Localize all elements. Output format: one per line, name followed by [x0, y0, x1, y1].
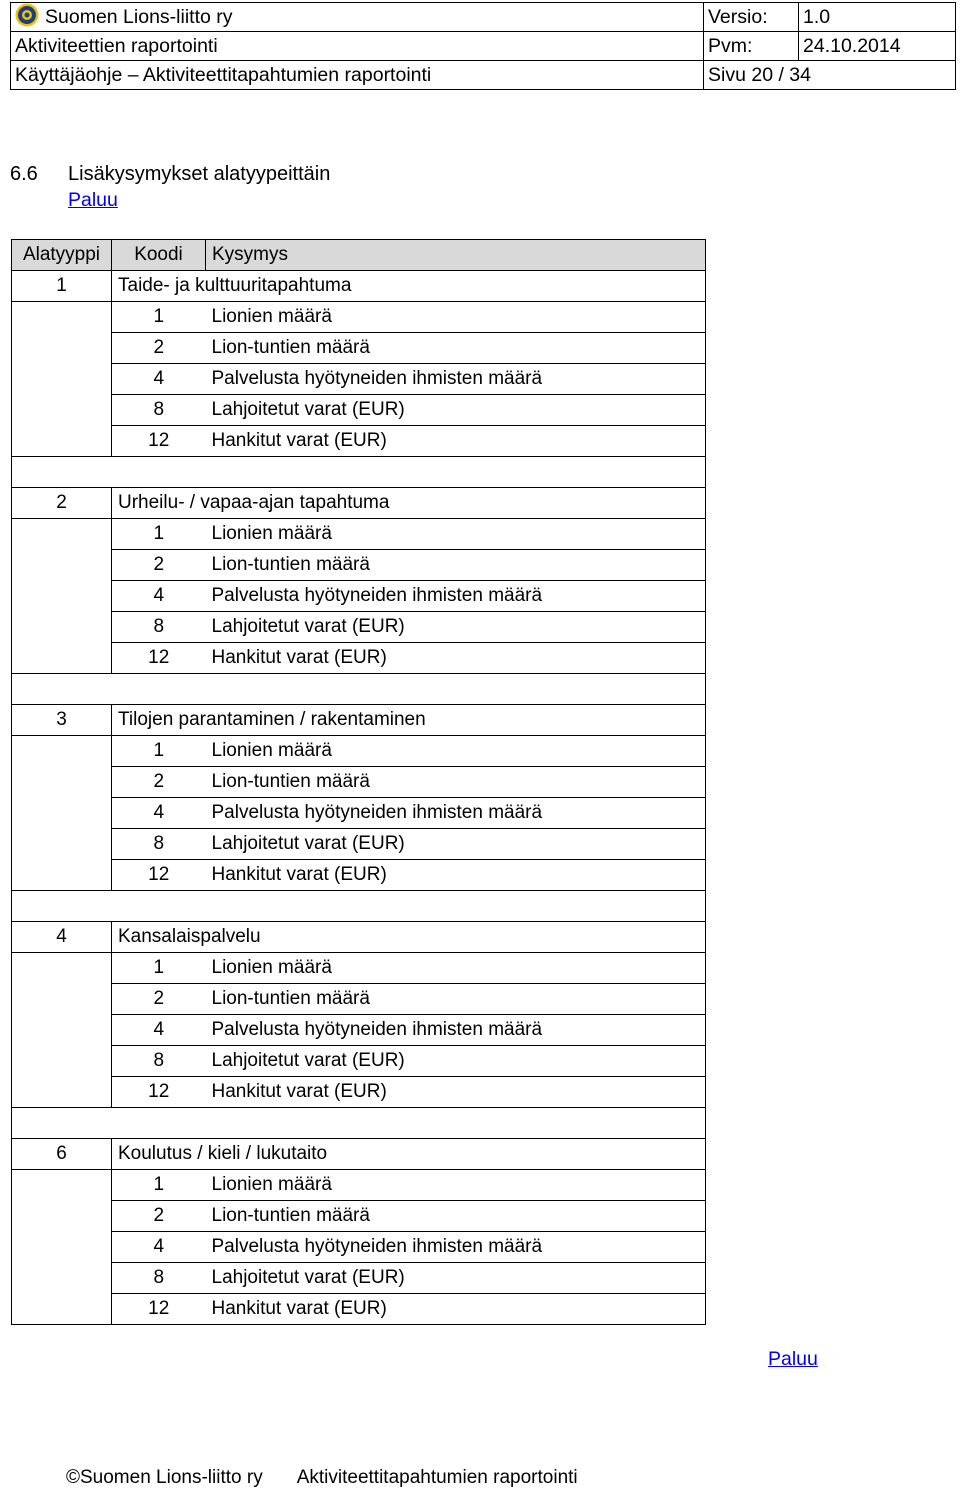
header-org-cell — [11, 3, 704, 32]
empty-subtype-cell — [12, 829, 112, 860]
question-cell: Hankitut varat (EUR) — [206, 1294, 706, 1325]
header-doc-title: Aktiviteettien raportointi — [11, 32, 704, 61]
separator-cell — [12, 457, 706, 488]
question-cell: Palvelusta hyötyneiden ihmisten määrä — [206, 581, 706, 612]
table-row — [12, 1294, 706, 1325]
subtype-name-cell: Urheilu- / vapaa-ajan tapahtuma — [112, 488, 706, 519]
subtype-cell: 1 — [12, 271, 112, 302]
empty-subtype-cell — [12, 1015, 112, 1046]
code-cell: 12 — [112, 426, 206, 457]
empty-subtype-cell — [12, 612, 112, 643]
empty-subtype-cell — [12, 1263, 112, 1294]
subtype-cell: 3 — [12, 705, 112, 736]
question-cell: Lionien määrä — [206, 1170, 706, 1201]
questions-table — [11, 239, 706, 1325]
table-row — [12, 860, 706, 891]
table-row — [12, 984, 706, 1015]
code-cell: 2 — [112, 1201, 206, 1232]
code-cell: 4 — [112, 1232, 206, 1263]
table-row — [12, 1077, 706, 1108]
separator-cell — [12, 674, 706, 705]
code-cell: 1 — [112, 302, 206, 333]
question-cell: Lionien määrä — [206, 953, 706, 984]
code-cell: 8 — [112, 829, 206, 860]
group-row — [12, 705, 706, 736]
code-cell: 12 — [112, 860, 206, 891]
subtype-name-cell: Koulutus / kieli / lukutaito — [112, 1139, 706, 1170]
question-cell: Palvelusta hyötyneiden ihmisten määrä — [206, 364, 706, 395]
empty-subtype-cell — [12, 364, 112, 395]
empty-subtype-cell — [12, 860, 112, 891]
empty-subtype-cell — [12, 1077, 112, 1108]
group-row — [12, 1139, 706, 1170]
question-cell: Palvelusta hyötyneiden ihmisten määrä — [206, 1232, 706, 1263]
question-cell: Lionien määrä — [206, 736, 706, 767]
empty-subtype-cell — [12, 984, 112, 1015]
section-number: 6.6 — [10, 163, 38, 185]
page-number: Sivu 20 / 34 — [704, 61, 956, 90]
table-row — [12, 519, 706, 550]
table-row — [12, 612, 706, 643]
table-row — [12, 1232, 706, 1263]
code-cell: 12 — [112, 643, 206, 674]
empty-subtype-cell — [12, 1170, 112, 1201]
empty-subtype-cell — [12, 1232, 112, 1263]
page-header — [10, 2, 956, 90]
footer-copyright: ©Suomen Lions-liitto ry — [66, 1467, 263, 1488]
code-cell: 8 — [112, 395, 206, 426]
back-link-bottom[interactable]: Paluu — [768, 1348, 818, 1370]
code-cell: 8 — [112, 612, 206, 643]
code-cell: 1 — [112, 736, 206, 767]
column-header-question: Kysymys — [206, 240, 706, 271]
subtype-name-cell: Tilojen parantaminen / rakentaminen — [112, 705, 706, 736]
table-row — [12, 736, 706, 767]
question-cell: Hankitut varat (EUR) — [206, 860, 706, 891]
code-cell: 1 — [112, 953, 206, 984]
group-row — [12, 488, 706, 519]
empty-subtype-cell — [12, 1046, 112, 1077]
question-cell: Lion-tuntien määrä — [206, 767, 706, 798]
empty-subtype-cell — [12, 1294, 112, 1325]
separator-row — [12, 457, 706, 488]
table-row — [12, 1015, 706, 1046]
code-cell: 1 — [112, 1170, 206, 1201]
version-value: 1.0 — [799, 3, 956, 32]
question-cell: Lion-tuntien määrä — [206, 984, 706, 1015]
code-cell: 4 — [112, 364, 206, 395]
table-row — [12, 426, 706, 457]
empty-subtype-cell — [12, 767, 112, 798]
code-cell: 2 — [112, 333, 206, 364]
table-row — [12, 581, 706, 612]
empty-subtype-cell — [12, 736, 112, 767]
header-subtitle: Käyttäjäohje – Aktiviteettitapahtumien raportointi — [11, 61, 704, 90]
code-cell: 8 — [112, 1046, 206, 1077]
question-cell: Palvelusta hyötyneiden ihmisten määrä — [206, 798, 706, 829]
group-row — [12, 922, 706, 953]
table-header-row — [12, 240, 706, 271]
table-row — [12, 953, 706, 984]
subtype-cell: 6 — [12, 1139, 112, 1170]
empty-subtype-cell — [12, 426, 112, 457]
lions-logo-icon — [15, 3, 39, 27]
code-cell: 4 — [112, 798, 206, 829]
table-row — [12, 364, 706, 395]
code-cell: 8 — [112, 1263, 206, 1294]
code-cell: 12 — [112, 1294, 206, 1325]
empty-subtype-cell — [12, 953, 112, 984]
code-cell: 2 — [112, 550, 206, 581]
subtype-name-cell: Kansalaispalvelu — [112, 922, 706, 953]
date-label: Pvm: — [704, 32, 799, 61]
code-cell: 2 — [112, 767, 206, 798]
question-cell: Lionien määrä — [206, 519, 706, 550]
separator-row — [12, 891, 706, 922]
separator-row — [12, 674, 706, 705]
column-header-subtype: Alatyyppi — [12, 240, 112, 271]
subtype-cell: 2 — [12, 488, 112, 519]
table-row — [12, 1046, 706, 1077]
empty-subtype-cell — [12, 333, 112, 364]
subtype-name-cell: Taide- ja kulttuuritapahtuma — [112, 271, 706, 302]
table-row — [12, 643, 706, 674]
separator-cell — [12, 891, 706, 922]
question-cell: Hankitut varat (EUR) — [206, 426, 706, 457]
empty-subtype-cell — [12, 643, 112, 674]
group-row — [12, 271, 706, 302]
code-cell: 4 — [112, 1015, 206, 1046]
separator-row — [12, 1108, 706, 1139]
empty-subtype-cell — [12, 798, 112, 829]
back-link-top[interactable]: Paluu — [68, 189, 118, 211]
column-header-code: Koodi — [112, 240, 206, 271]
table-row — [12, 302, 706, 333]
header-org: Suomen Lions-liitto ry — [45, 6, 233, 28]
question-cell: Lionien määrä — [206, 302, 706, 333]
section-title: Lisäkysymykset alatyypeittäin — [68, 163, 331, 185]
code-cell: 1 — [112, 519, 206, 550]
question-cell: Lahjoitetut varat (EUR) — [206, 395, 706, 426]
code-cell: 12 — [112, 1077, 206, 1108]
empty-subtype-cell — [12, 395, 112, 426]
section-heading — [10, 160, 330, 188]
page-footer — [66, 1465, 578, 1491]
question-cell: Palvelusta hyötyneiden ihmisten määrä — [206, 1015, 706, 1046]
table-row — [12, 829, 706, 860]
empty-subtype-cell — [12, 302, 112, 333]
version-label: Versio: — [704, 3, 799, 32]
question-cell: Lion-tuntien määrä — [206, 1201, 706, 1232]
question-cell: Lahjoitetut varat (EUR) — [206, 829, 706, 860]
empty-subtype-cell — [12, 550, 112, 581]
table-row — [12, 395, 706, 426]
empty-subtype-cell — [12, 1201, 112, 1232]
question-cell: Lahjoitetut varat (EUR) — [206, 612, 706, 643]
date-value: 24.10.2014 — [799, 32, 956, 61]
table-row — [12, 767, 706, 798]
code-cell: 4 — [112, 581, 206, 612]
table-row — [12, 798, 706, 829]
table-row — [12, 333, 706, 364]
question-cell: Hankitut varat (EUR) — [206, 1077, 706, 1108]
question-cell: Lahjoitetut varat (EUR) — [206, 1046, 706, 1077]
table-row — [12, 1201, 706, 1232]
separator-cell — [12, 1108, 706, 1139]
subtype-cell: 4 — [12, 922, 112, 953]
table-row — [12, 1263, 706, 1294]
question-cell: Hankitut varat (EUR) — [206, 643, 706, 674]
footer-doc: Aktiviteettitapahtumien raportointi — [296, 1467, 578, 1488]
empty-subtype-cell — [12, 581, 112, 612]
question-cell: Lion-tuntien määrä — [206, 550, 706, 581]
empty-subtype-cell — [12, 519, 112, 550]
table-row — [12, 1170, 706, 1201]
code-cell: 2 — [112, 984, 206, 1015]
question-cell: Lahjoitetut varat (EUR) — [206, 1263, 706, 1294]
question-cell: Lion-tuntien määrä — [206, 333, 706, 364]
table-row — [12, 550, 706, 581]
